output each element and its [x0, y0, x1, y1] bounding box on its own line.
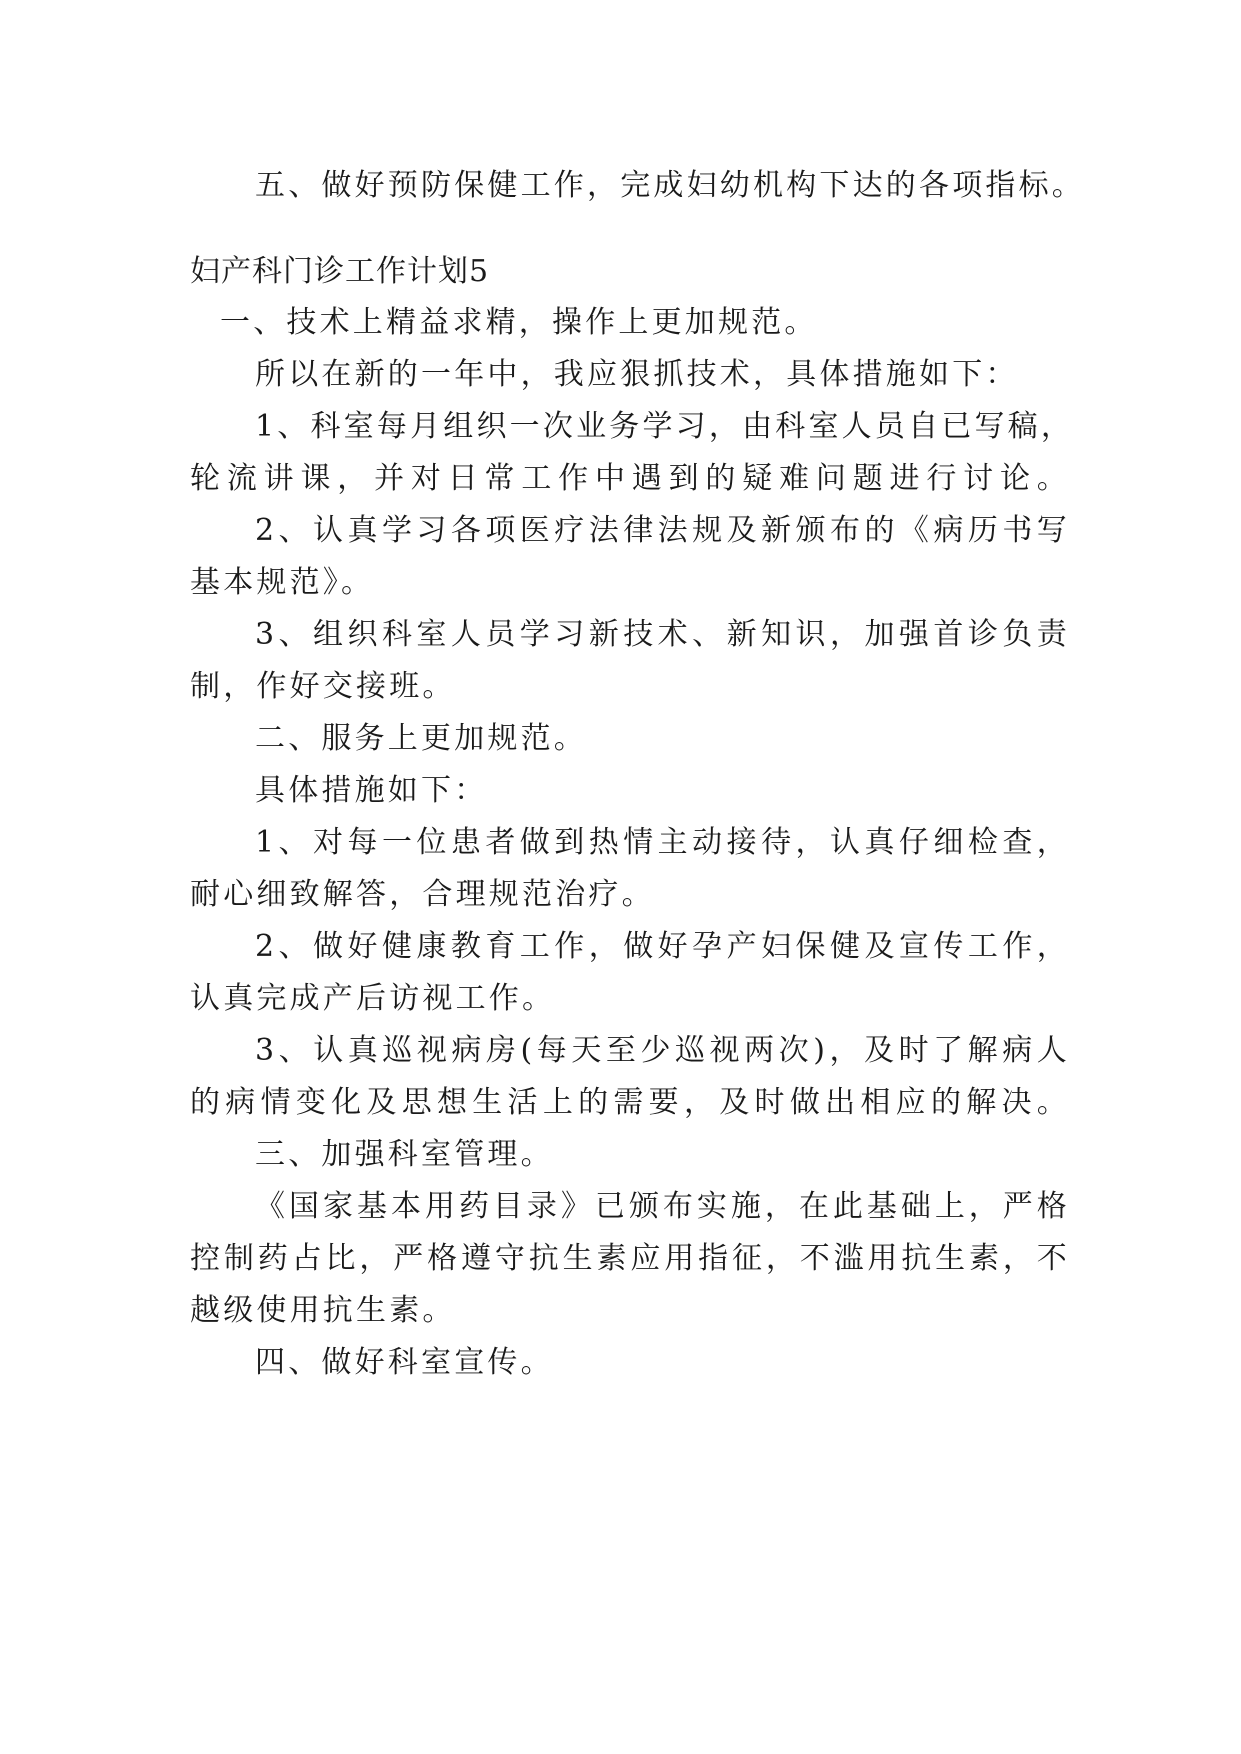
paragraph-line: 3、组织科室人员学习新技术、新知识，加强首诊负责: [255, 617, 1070, 652]
paragraph-line: 认真完成产后访视工作。: [190, 981, 556, 1016]
paragraph-line: 控制药占比，严格遵守抗生素应用指征，不滥用抗生素，不: [190, 1241, 1070, 1276]
paragraph-line: 的病情变化及思想生活上的需要，及时做出相应的解决。: [190, 1085, 1070, 1120]
paragraph-line: 2、做好健康教育工作，做好孕产妇保健及宣传工作，: [255, 929, 1070, 964]
paragraph-line: 具体措施如下：: [255, 773, 488, 808]
paragraph-line: 3、认真巡视病房(每天至少巡视两次)，及时了解病人: [255, 1033, 1070, 1068]
paragraph-line: 《国家基本用药目录》已颁布实施，在此基础上，严格: [255, 1189, 1070, 1224]
paragraph-line: 所以在新的一年中，我应狠抓技术，具体措施如下：: [255, 357, 1019, 392]
section-title: 妇产科门诊工作计划5: [190, 254, 490, 289]
paragraph-line: 1、科室每月组织一次业务学习，由科室人员自已写稿，: [255, 409, 1075, 444]
heading-line: 四、做好科室宣传。: [255, 1345, 554, 1380]
paragraph-line: 越级使用抗生素。: [190, 1293, 456, 1328]
paragraph-line: 基本规范》。: [190, 565, 375, 600]
heading-line: 二、服务上更加规范。: [255, 721, 587, 756]
paragraph-line: 1、对每一位患者做到热情主动接待，认真仔细检查，: [255, 825, 1070, 860]
paragraph-line: 轮流讲课，并对日常工作中遇到的疑难问题进行讨论。: [190, 461, 1070, 496]
heading-line: 三、加强科室管理。: [255, 1137, 554, 1172]
paragraph-line: 五、做好预防保健工作，完成妇幼机构下达的各项指标。: [255, 168, 1085, 203]
paragraph-line: 制，作好交接班。: [190, 669, 456, 704]
paragraph-line: 2、认真学习各项医疗法律法规及新颁布的《病历书写: [255, 513, 1070, 548]
paragraph-line: 耐心细致解答，合理规范治疗。: [190, 877, 655, 912]
heading-line: 一、技术上精益求精，操作上更加规范。: [220, 305, 818, 340]
